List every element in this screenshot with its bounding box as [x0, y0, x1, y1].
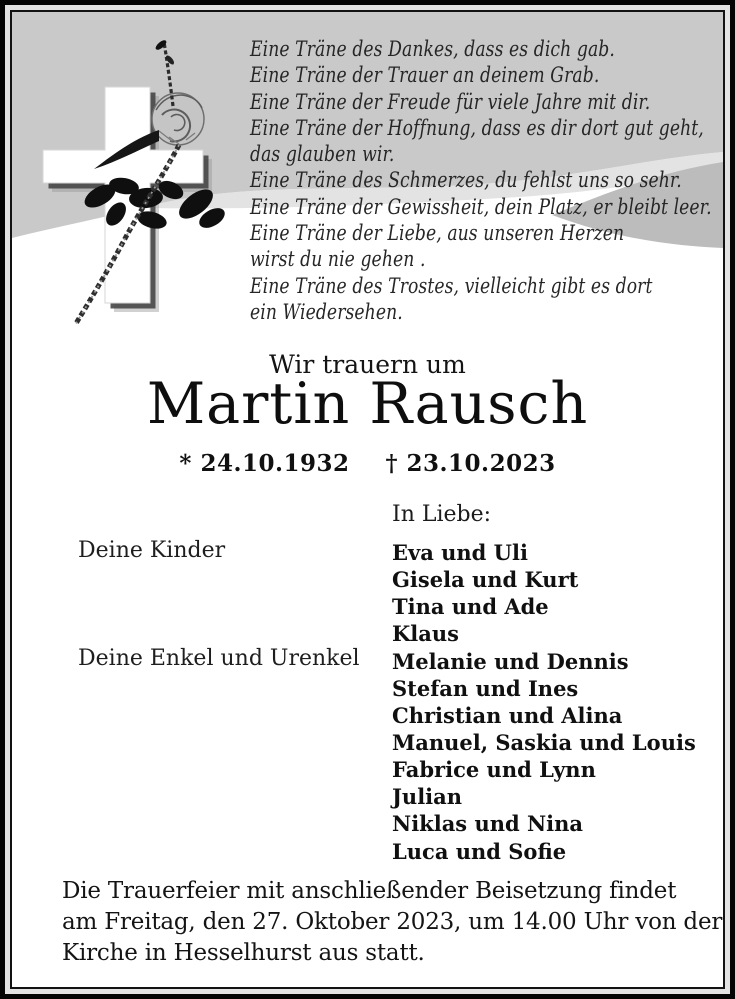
cross-with-rose-icon	[28, 28, 243, 343]
funeral-info	[62, 876, 722, 969]
mourner-name: Klaus	[392, 621, 459, 647]
mourner-name: Christian und Alina	[392, 702, 623, 728]
funeral-info-line: Kirche in Hesselhurst aus statt.	[62, 940, 425, 966]
mourner-name: Melanie und Dennis	[392, 648, 629, 674]
mourner-name: Tina und Ade	[392, 594, 549, 620]
notice-canvas	[10, 10, 725, 989]
death-date: † 23.10.2023	[385, 450, 556, 477]
birth-date: * 24.10.1932	[179, 450, 350, 477]
poem-line: wirst du nie gehen .	[250, 247, 426, 273]
mourner-name: Manuel, Saskia und Louis	[392, 729, 696, 755]
funeral-info-line: Die Trauerfeier mit anschließender Beisetzung findet	[62, 878, 677, 904]
funeral-info-line: am Freitag, den 27. Oktober 2023, um 14.00 Uhr von der	[62, 909, 723, 935]
poem-line: Eine Träne der Trauer an deinem Grab.	[250, 63, 600, 89]
mourner-name: Eva und Uli	[392, 540, 528, 565]
poem-line: Eine Träne des Trostes, vielleicht gibt es dort	[250, 273, 653, 299]
intro-text: Wir trauern um	[269, 350, 466, 379]
poem-line: das glauben wir.	[250, 142, 395, 168]
poem-line: ein Wiedersehen.	[250, 299, 403, 325]
mourner-name: Fabrice und Lynn	[392, 757, 596, 783]
deceased-name: Martin Rausch	[146, 371, 589, 437]
mourner-name: Gisela und Kurt	[392, 567, 579, 593]
mourner-name: Luca und Sofie	[392, 838, 567, 864]
closing-line: In Liebe:	[392, 502, 492, 527]
mourner-names-list	[392, 539, 696, 865]
poem-line: Eine Träne der Hoffnung, dass es dir dort gut geht,	[250, 115, 704, 141]
family-group-label-children: Deine Kinder	[78, 538, 226, 563]
poem-line: Eine Träne des Dankes, dass es dich gab.	[250, 37, 615, 62]
memorial-poem	[250, 37, 712, 326]
poem-line: Eine Träne der Gewissheit, dein Platz, er bleibt leer.	[250, 194, 712, 220]
mourner-name: Niklas und Nina	[392, 811, 584, 837]
mourner-name: Stefan und Ines	[392, 675, 579, 701]
poem-line: Eine Träne der Liebe, aus unseren Herzen	[250, 221, 625, 247]
poem-line: Eine Träne des Schmerzes, du fehlst uns so sehr.	[250, 168, 682, 194]
family-group-label-grandchildren: Deine Enkel und Urenkel	[78, 646, 360, 671]
poem-line: Eine Träne der Freude für viele Jahre mit dir.	[250, 89, 651, 115]
mourner-name: Julian	[392, 784, 463, 810]
life-dates	[10, 450, 725, 477]
border-frame	[10, 10, 725, 989]
